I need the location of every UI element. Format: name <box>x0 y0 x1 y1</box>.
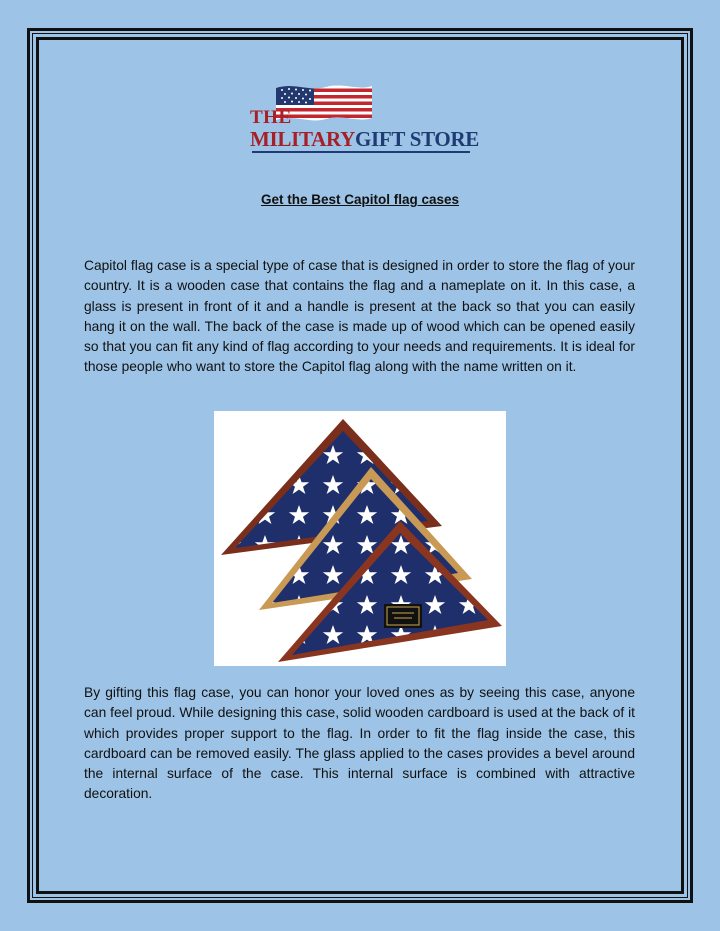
store-logo[interactable] <box>250 80 480 155</box>
flag-cases-photo <box>214 411 506 666</box>
flag-cases-illustration <box>214 411 506 666</box>
logo-underline <box>252 151 470 153</box>
document-title: Get the Best Capitol flag cases <box>260 192 460 207</box>
logo-military-text: MILITARY <box>250 127 355 151</box>
logo-store-name <box>250 127 479 152</box>
body-paragraph-1: Capitol flag case is a special type of case that is designed in order to store the flag of your country. It is a wooden case that contains the flag and a nameplate on it. In this case, a glass is present in front of it and a handle is present at the back so that you can easily hang it on the wall. The back of the case is made up of wood which can be opened easily so that you can fit any kind of flag according to your needs and requirements. It is ideal for those people who want to store the Capitol flag along with the name written on it. <box>84 258 635 375</box>
body-paragraph-2: By gifting this flag case, you can honor your loved ones as by seeing this case, anyone can feel proud. While designing this case, solid wooden cardboard is used at the back of it which provides proper support to the flag. In order to fit the flag inside the case, this cardboard can be removed easily. The glass applied to the cases provides a bevel around the internal surface of the case. This internal surface is combined with attractive decoration. <box>84 685 635 802</box>
nameplate <box>384 604 422 628</box>
logo-gift-store-text: GIFT STORE <box>354 127 480 151</box>
logo-the-text: THE <box>250 107 292 128</box>
